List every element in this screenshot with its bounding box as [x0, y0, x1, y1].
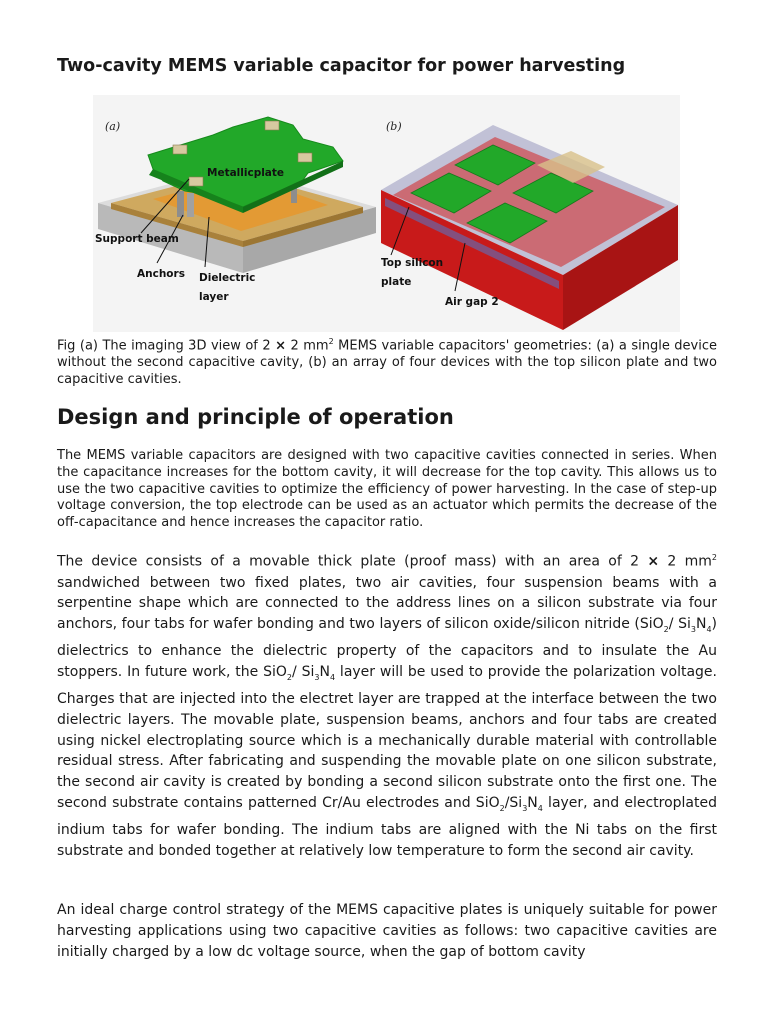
p2-text: /Si — [504, 795, 523, 812]
label-air-gap: Air gap 2 — [445, 296, 499, 308]
p2-sub: 4 — [329, 672, 336, 682]
mems-figure-image — [93, 95, 680, 332]
section-heading: Design and principle of operation — [57, 405, 454, 429]
support-beam-4 — [189, 177, 203, 186]
label-support-beam: Support beam — [95, 233, 179, 245]
p2-text: N — [695, 616, 707, 633]
p2-text: N — [527, 795, 538, 812]
p2-text: 2 mm — [659, 553, 712, 570]
label-top-silicon: Top silicon — [381, 257, 444, 269]
p2-text: N — [319, 663, 330, 680]
p2-sub: 4 — [706, 625, 712, 635]
caption-times: × — [275, 338, 287, 354]
label-anchors: Anchors — [137, 268, 185, 280]
anchor-post-2 — [187, 193, 194, 217]
paragraph-2 — [57, 548, 717, 862]
p2-sub: 3 — [314, 672, 320, 682]
caption-superscript: 2 — [328, 337, 334, 346]
p2-sub: 4 — [537, 804, 543, 814]
support-beam-3 — [298, 153, 312, 162]
page-title: Two-cavity MEMS variable capacitor for power harvesting — [57, 56, 626, 76]
paragraph-3: An ideal charge control strategy of the MEMS capacitive plates is uniquely suitable for power harvesting applications using two capacitive cavities as follows: two capacitive cavities are initially charged by a low dc voltage source, when the gap of bottom cavity — [57, 902, 717, 960]
p2-text: / Si — [292, 663, 315, 680]
p2-sub: 3 — [690, 625, 696, 635]
label-plate: plate — [381, 276, 412, 288]
p2-sup: 2 — [711, 553, 717, 562]
p2-text: / Si — [668, 616, 691, 633]
p2-text: layer, and electroplated indium tabs for wafer bonding. The indium tabs are aligned with the Ni tabs on the first substrate and bonded together at relatively low temperature to form the second air cavity. — [57, 795, 717, 859]
caption-text-3: MEMS variable capacitors' geometries: (a) a single device without the second capacitive cavity, (b) an array of four devices with the top silicon plate and two capacitive cavities. — [57, 338, 717, 387]
paragraph-1: The MEMS variable capacitors are designed with two capacitive cavities connected in series. When the capacitance increases for the bottom cavity, it will decrease for the top cavity. This allows us to use the two capacitive cavities to optimize the efficiency of power harvesting. In the case of step-up voltage conversion, the top electrode can be used as an actuator which permits the decrease of the off-capacitance and hence increases the capacitor ratio. — [57, 448, 717, 531]
support-beam-1 — [173, 145, 187, 154]
p2-text: The device consists of a movable thick plate (proof mass) with an area of 2 — [57, 553, 648, 570]
panel-a-label: (a) — [105, 120, 121, 133]
figure-caption — [57, 334, 717, 388]
p2-text: sandwiched between two fixed plates, two air cavities, four suspension beams with a serpentine shape which are connected to the address lines on a silicon substrate via four anchors, four tabs for wafer bonding and two layers of silicon oxide/silicon nitride (SiO — [57, 574, 717, 633]
label-metallic-plate: Metallicplate — [207, 167, 285, 179]
p2-text: layer will be used to provide the polarization voltage. Charges that are injected into the electret layer are trapped at the interface between the two dielectric layers. The movable plate, suspension beams, anchors and four tabs are created using nickel electroplating source which is a mechanically durable material with controllable residual stress. After fabricating and suspending the movable plate on one silicon substrate, the second air cavity is created by bonding a second silicon substrate onto the first one. The second substrate contains patterned Cr/Au electrodes and SiO — [57, 663, 717, 812]
mems-figure — [93, 95, 680, 332]
p2-sub: 2 — [286, 672, 293, 682]
support-beam-2 — [265, 121, 279, 130]
panel-b-label: (b) — [386, 120, 402, 133]
p2-sub: 3 — [522, 804, 528, 814]
p2-text: ) dielectrics to enhance the dielectric property of the capacitors and to insulate the Au stoppers. In future work, the SiO — [57, 616, 717, 680]
p2-sub: 2 — [499, 804, 505, 814]
label-dielectric-layer: layer — [199, 291, 229, 303]
anchor-post-1 — [177, 191, 184, 217]
caption-text-1: Fig (a) The imaging 3D view of 2 — [57, 338, 276, 354]
caption-text-2: 2 mm — [286, 338, 329, 354]
label-dielectric: Dielectric — [199, 272, 256, 284]
p2-times: × — [647, 553, 660, 570]
p2-sub: 2 — [663, 625, 669, 635]
